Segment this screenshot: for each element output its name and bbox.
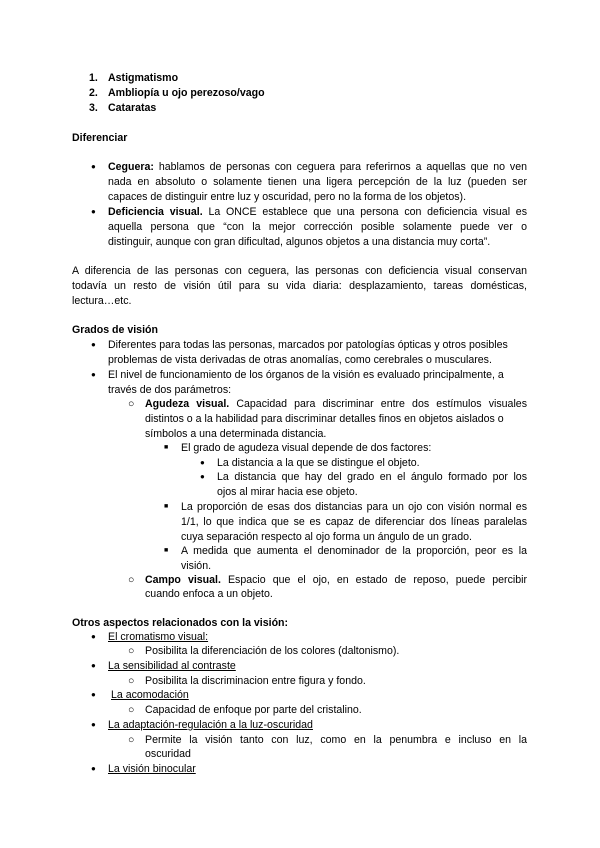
circle-bullet-icon: ○ xyxy=(128,574,135,586)
otros-item-label: La adaptación-regulación a la luz-oscuridad xyxy=(108,719,313,731)
agudeza-line-1: Agudeza visual. Capacidad para discriminar entre dos estímulos visuales xyxy=(145,398,527,410)
otros-item-label: La visión binocular xyxy=(108,763,196,775)
bullet-icon: ● xyxy=(91,661,96,670)
section-heading-otros: Otros aspectos relacionados con la visión: xyxy=(72,617,289,629)
square-bullet-icon: ■ xyxy=(164,547,169,554)
agudeza-line-3: símbolos a una determinada distancia. xyxy=(145,428,327,440)
grados-item1-line-1: Diferentes para todas las personas, marcados por patologías ópticas y otros posibles xyxy=(108,339,508,351)
paragraph-line-2: todavía un resto de visión útil para su vida diaria: desplazamiento, tareas domésticas, xyxy=(72,280,527,292)
bullet-icon: ● xyxy=(91,690,96,699)
grados-item1-line-2: problemas de vista derivadas de otras anomalías, como cerebrales o musculares. xyxy=(108,354,492,366)
circle-bullet-icon: ○ xyxy=(128,675,135,687)
list-number: 3. xyxy=(89,102,98,114)
term-agudeza: Agudeza visual. xyxy=(145,398,230,410)
bullet-icon: ● xyxy=(91,720,96,729)
campo-line-2: cuando enfoca a un objeto. xyxy=(145,588,273,600)
bullet-icon: ● xyxy=(91,370,96,379)
agudeza-line-2: distintos o a la habilidad para discriminar detalles finos en objetos aislados o xyxy=(145,413,504,425)
deficiencia-line-3: distinguir, aunque con gran dificultad, algunos objetos a una distancia muy corta”. xyxy=(108,236,491,248)
term-deficiencia: Deficiencia visual. xyxy=(108,206,203,218)
ceguera-line-1: Ceguera: hablamos de personas con ceguera para referirnos a aquellas que no ven xyxy=(108,161,527,173)
otros-item-detail: Permite la visión tanto con luz, como en la penumbra e incluso en la xyxy=(145,734,527,746)
ceguera-line-3: capaces de distinguir entre luz y oscuridad, pero no la forma de los objetos). xyxy=(108,191,467,203)
paragraph-line-3: lectura…etc. xyxy=(72,295,132,307)
otros-item-label: La sensibilidad al contraste xyxy=(108,660,236,672)
agudeza-sub2-line-1: La proporción de esas dos distancias para un ojo con visión normal es xyxy=(181,501,527,513)
circle-bullet-icon: ○ xyxy=(128,645,135,657)
circle-bullet-icon: ○ xyxy=(128,398,135,410)
bullet-icon: ● xyxy=(200,458,205,467)
list-number: 2. xyxy=(89,87,98,99)
agudeza-factor2-line-2: ojos al mirar hacia ese objeto. xyxy=(217,486,358,498)
term-campo: Campo visual. xyxy=(145,574,221,586)
agudeza-factor2-line-1: La distancia que hay del grado en el ángulo formado por los xyxy=(217,471,527,483)
deficiencia-line-1: Deficiencia visual. La ONCE establece que una persona con deficiencia visual es xyxy=(108,206,527,218)
bullet-icon: ● xyxy=(200,472,205,481)
square-bullet-icon: ■ xyxy=(164,503,169,510)
grados-item2-line-2: través de dos parámetros: xyxy=(108,384,232,396)
bullet-icon: ● xyxy=(91,162,96,171)
agudeza-sub3-line-2: visión. xyxy=(181,560,212,572)
list-item: Cataratas xyxy=(108,102,157,114)
agudeza-sub3-line-1: A medida que aumenta el denominador de la proporción, peor es la xyxy=(181,545,527,557)
agudeza-sub2-line-2: 1/1, lo que indica que se es capaz de diferenciar dos líneas paralelas xyxy=(181,516,527,528)
bullet-icon: ● xyxy=(91,632,96,641)
bullet-icon: ● xyxy=(91,207,96,216)
agudeza-sub2-line-3: cuya separación respecto al ojo forma un ángulo de un grado. xyxy=(181,531,472,543)
bullet-icon: ● xyxy=(91,340,96,349)
term-ceguera: Ceguera: xyxy=(108,161,154,173)
otros-item-detail: Capacidad de enfoque por parte del cristalino. xyxy=(145,704,362,716)
agudeza-sub1: El grado de agudeza visual depende de dos factores: xyxy=(181,442,432,454)
list-item: Astigmatismo xyxy=(108,72,179,84)
otros-item-detail: Posibilita la discriminacion entre figura y fondo. xyxy=(145,675,366,687)
otros-item-detail: oscuridad xyxy=(145,748,191,760)
section-heading-diferenciar: Diferenciar xyxy=(72,132,128,144)
circle-bullet-icon: ○ xyxy=(128,734,135,746)
deficiencia-line-2: aquella persona que “con la mejor corrección posible solamente puede ver o xyxy=(108,221,527,233)
square-bullet-icon: ■ xyxy=(164,444,169,451)
grados-item2-line-1: El nivel de funcionamiento de los órganos de la visión es evaluado principalmente, a xyxy=(108,369,504,381)
otros-item-detail: Posibilita la diferenciación de los colores (daltonismo). xyxy=(145,645,400,657)
otros-item-label: El cromatismo visual: xyxy=(108,631,209,643)
circle-bullet-icon: ○ xyxy=(128,704,135,716)
list-item: Ambliopía u ojo perezoso/vago xyxy=(108,87,265,99)
paragraph-line-1: A diferencia de las personas con ceguera, las personas con deficiencia visual conservan xyxy=(72,265,527,277)
campo-line-1: Campo visual. Espacio que el ojo, en estado de reposo, puede percibir xyxy=(145,574,527,586)
agudeza-factor1: La distancia a la que se distingue el objeto. xyxy=(217,457,420,469)
bullet-icon: ● xyxy=(91,764,96,773)
ceguera-line-2: nada en absoluto o solamente tienen una ligera percepción de la luz (pueden ser xyxy=(108,176,527,188)
section-heading-grados: Grados de visión xyxy=(72,324,158,336)
otros-item-label: La acomodación xyxy=(111,689,189,701)
list-number: 1. xyxy=(89,72,98,84)
